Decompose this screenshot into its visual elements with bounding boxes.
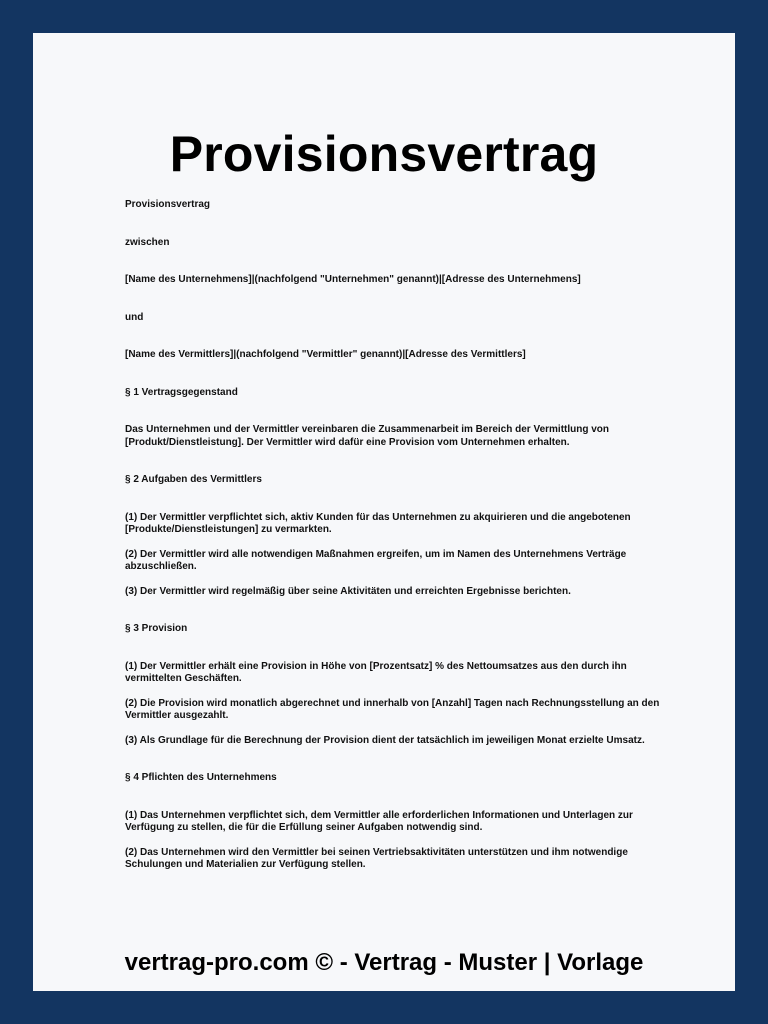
section-2-paragraph: (1) Der Vermittler verpflichtet sich, aktiv Kunden für das Unternehmen zu akquirieren und die angebotenen [Produkte/Dienstleistungen] zu vermarkten.	[125, 511, 631, 535]
section-2-heading: § 2 Aufgaben des Vermittlers	[125, 474, 262, 485]
document-title: Provisionsvertrag	[169, 126, 599, 182]
party-agent: [Name des Vermittlers]|(nachfolgend "Vermittler" genannt)|[Adresse des Vermittlers]	[125, 349, 526, 360]
section-4-paragraph: (2) Das Unternehmen wird den Vermittler bei seinen Vertriebsaktivitäten unterstützen und ihm notwendige Schulungen und Materialien zur Verfügung stellen.	[125, 846, 628, 870]
section-2-paragraph: (3) Der Vermittler wird regelmäßig über seine Aktivitäten und erreichten Ergebnisse berichten.	[125, 585, 571, 597]
section-3-paragraph: (3) Als Grundlage für die Berechnung der Provision dient der tatsächlich im jeweiligen Monat erzielte Umsatz.	[125, 734, 645, 746]
document-page	[33, 33, 735, 991]
section-1-heading: § 1 Vertragsgegenstand	[125, 386, 238, 398]
section-2-paragraph: (2) Der Vermittler wird alle notwendigen Maßnahmen ergreifen, um im Namen des Unternehmens Verträge abzuschließen.	[125, 548, 627, 572]
section-4-paragraph: (1) Das Unternehmen verpflichtet sich, dem Vermittler alle erforderlichen Informationen und Unterlagen zur Verfügung zu stellen, die für die Erfüllung seiner Aufgaben notwendig sind.	[125, 809, 633, 833]
section-4-heading: § 4 Pflichten des Unternehmens	[125, 772, 277, 783]
section-1-paragraph: Das Unternehmen und der Vermittler vereinbaren die Zusammenarbeit im Bereich der Vermittlung von [Produkt/Dienstleistung]. Der Vermittler wird dafür eine Provision vom Unternehmen erhalten.	[125, 424, 610, 448]
contract-heading: Provisionsvertrag	[125, 199, 211, 210]
party-company: [Name des Unternehmens]|(nachfolgend "Unternehmen" genannt)|[Adresse des Unternehmens]	[125, 274, 581, 285]
footer-watermark: vertrag-pro.com © - Vertrag - Muster | Vorlage	[124, 949, 644, 976]
document-body	[125, 199, 665, 872]
section-3-heading: § 3 Provision	[125, 623, 188, 634]
between-label: zwischen	[125, 236, 170, 248]
section-3-paragraph: (2) Die Provision wird monatlich abgerechnet und innerhalb von [Anzahl] Tagen nach Rechnungsstellung an den Vermittler ausgezahlt.	[125, 697, 660, 721]
section-3-paragraph: (1) Der Vermittler erhält eine Provision in Höhe von [Prozentsatz] % des Nettoumsatzes aus den durch ihn vermittelten Geschäften.	[125, 660, 627, 684]
and-label: und	[125, 311, 144, 323]
